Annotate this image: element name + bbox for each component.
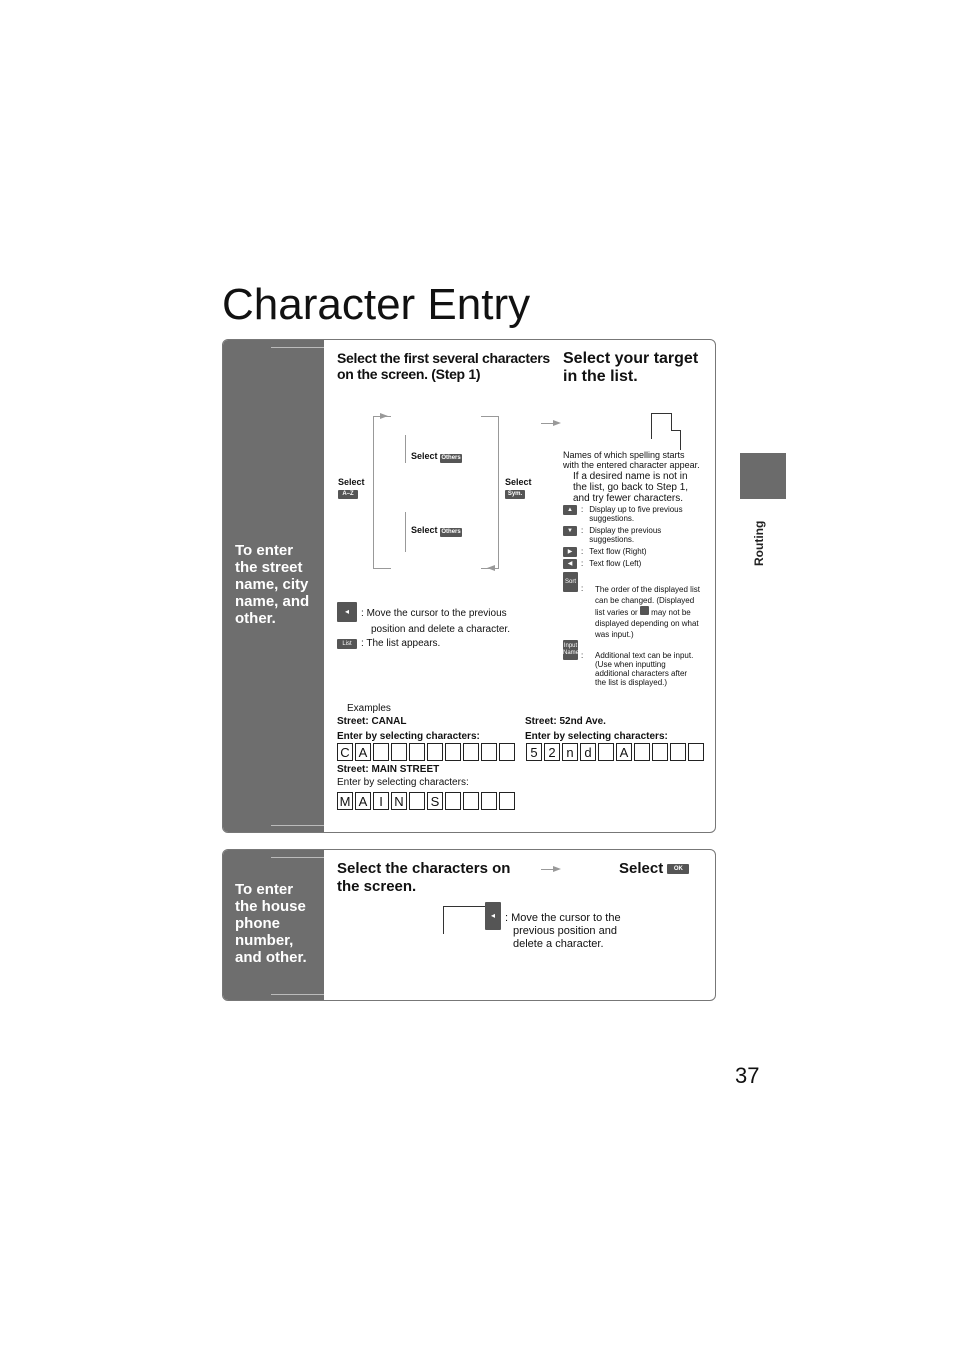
text-left-icon[interactable]: ◀	[563, 559, 577, 569]
panel-left-label: To enter the street name, city name, and other.	[235, 542, 310, 627]
arrow-down-icon[interactable]: ▼	[563, 526, 577, 536]
panel-left-bar	[223, 850, 324, 1000]
char-box: 2	[544, 743, 560, 761]
panel-left-label: To enter the house phone number, and other.	[235, 881, 307, 966]
example-main-street: Street: MAIN STREET Enter by selecting characters:	[337, 764, 469, 788]
house-number-panel	[222, 849, 716, 1001]
char-box	[409, 743, 425, 761]
list-desc: : The list appears.	[361, 638, 441, 649]
sym-button[interactable]: Sym.	[505, 490, 525, 499]
char-box: A	[355, 792, 371, 810]
step2-title: Select your target in the list.	[563, 350, 699, 385]
char-box	[427, 743, 443, 761]
icon-item: ▲ : Display up to five previous suggestions.	[563, 505, 713, 523]
arrow-right-icon	[553, 866, 561, 872]
char-box	[391, 743, 407, 761]
others-button[interactable]: Others	[441, 455, 461, 461]
char-box: A	[355, 743, 371, 761]
char-box: M	[337, 792, 353, 810]
char-box: A	[616, 743, 632, 761]
back-delete-desc: : Move the cursor to the previous position and delete a character.	[361, 608, 510, 635]
char-box	[445, 792, 461, 810]
char-box: S	[427, 792, 443, 810]
char-box: N	[391, 792, 407, 810]
sort-desc: The order of the displayed list can be changed. (Displayed list varies or may not be displayed depending on what was input.)	[595, 585, 700, 639]
char-box	[481, 743, 497, 761]
back-delete-icon[interactable]: ◂	[485, 902, 501, 930]
select-others-bottom: Select Others	[411, 525, 461, 535]
arrow-left-icon	[487, 565, 495, 571]
page-title: Character Entry	[222, 280, 531, 329]
az-button[interactable]: A–Z	[338, 490, 358, 499]
list-button[interactable]: List	[337, 639, 357, 649]
step1-title: Select the first several characters on the screen. (Step 1)	[337, 350, 550, 382]
arrow-right-icon	[380, 413, 388, 419]
char-box	[499, 743, 515, 761]
panel-left-bar	[223, 340, 324, 832]
sort-icon	[640, 606, 649, 615]
char-box	[409, 792, 425, 810]
icon-item: ◀ : Text flow (Left)	[563, 559, 713, 569]
select-sym-label: Select Sym.	[505, 477, 532, 497]
others-button[interactable]: Others	[441, 529, 461, 535]
icon-item: ▼ : Display the previous suggestions.	[563, 526, 713, 544]
example-main-boxes	[337, 792, 517, 810]
example-52nd: Street: 52nd Ave. Enter by selecting characters:	[525, 716, 668, 742]
char-box: C	[337, 743, 353, 761]
example-52nd-boxes	[526, 743, 706, 761]
char-box: I	[373, 792, 389, 810]
street-entry-panel: To enter the street name, city name, and other. Select the first several characters on the screen. (Step 1) Select your target in the list. Select A–Z Select Sym. Select Others Select Others Names of which spelling starts with the entered character appear. If a desired name is not in the list, go back to Step 1, and try fewer characters. ▲ : Display up to five previous suggestions. ▼ : Display the previous suggestions. ▶ : Text flow (Right) ◀ : Text flow (Left) Sort : The order of the displayed list can be changed. (Displayed list varies or may not be displayed depending on what was input.) Input Name : Additional text can be input. (Use when inputting additional characters after the list is displayed.) ◂ : Move the cursor to the previous position and delete a character. List : The list appears. Examples Street: CANAL Enter by selecting characters: Street: 52nd Ave. Enter by selecting characters: C A 5 2 n d A Street: MAIN STREET Enter by selecting characters: M A I N S	[222, 339, 716, 833]
divider	[271, 857, 324, 858]
names-note: Names of which spelling starts with the entered character appear.	[563, 450, 700, 470]
section-tab	[740, 453, 786, 499]
icon-item: ▶ : Text flow (Right)	[563, 547, 713, 557]
divider	[271, 825, 324, 826]
divider	[271, 994, 324, 995]
input-name-button[interactable]: Input Name	[563, 640, 578, 660]
char-box	[463, 792, 479, 810]
example-canal: Street: CANAL Enter by selecting characters:	[337, 716, 480, 742]
char-box	[652, 743, 668, 761]
icon-list	[563, 505, 713, 569]
select-az-label: Select A–Z	[338, 477, 365, 497]
text-right-icon[interactable]: ▶	[563, 547, 577, 557]
divider	[271, 347, 324, 348]
input-name-desc: Additional text can be input. (Use when inputting additional characters after the list is displayed.)	[595, 651, 694, 687]
sort-button[interactable]: Sort	[563, 572, 578, 592]
char-box	[688, 743, 704, 761]
examples-label: Examples	[347, 703, 391, 714]
char-box: 5	[526, 743, 542, 761]
house-title: Select the characters on the screen.	[337, 860, 511, 895]
arrow-up-icon[interactable]: ▲	[563, 505, 577, 515]
char-box	[463, 743, 479, 761]
section-label: Routing	[752, 520, 766, 566]
page-number: 37	[735, 1063, 760, 1088]
back-delete-desc: : Move the cursor to the previous position and delete a character.	[505, 912, 621, 950]
back-delete-icon[interactable]: ◂	[337, 602, 357, 622]
ok-button[interactable]: OK	[667, 864, 689, 874]
char-box	[634, 743, 650, 761]
example-canal-boxes	[337, 743, 517, 761]
char-box: n	[562, 743, 578, 761]
char-box	[373, 743, 389, 761]
char-box: d	[580, 743, 596, 761]
char-box	[670, 743, 686, 761]
select-others-top: Select Others	[411, 451, 461, 461]
select-ok-label: Select OK	[619, 860, 689, 878]
names-note-2: If a desired name is not in the list, go back to Step 1, and try fewer characters.	[573, 471, 689, 504]
char-box	[499, 792, 515, 810]
char-box	[481, 792, 497, 810]
char-box	[445, 743, 461, 761]
char-box	[598, 743, 614, 761]
